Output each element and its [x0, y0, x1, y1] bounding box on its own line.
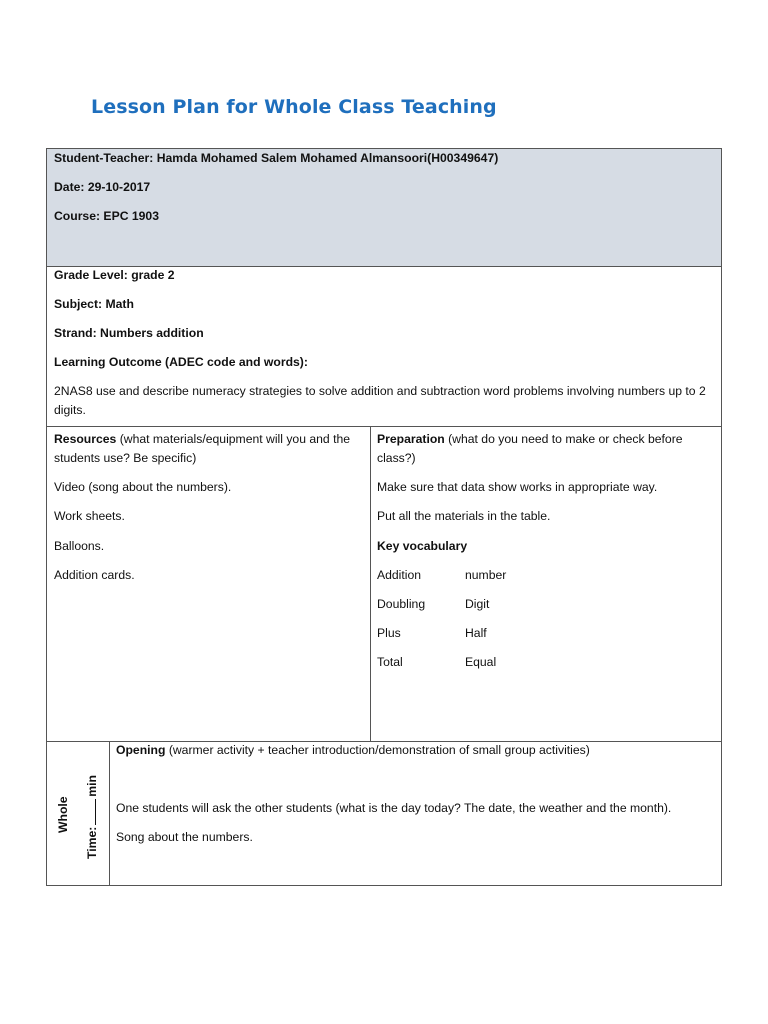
vocab-term: number — [465, 568, 507, 582]
vocab-term: Digit — [465, 597, 490, 611]
preparation-item: Put all the materials in the table. — [377, 509, 551, 523]
opening-prompt: (warmer activity + teacher introduction/demonstration of small group activities) — [165, 743, 590, 757]
preparation-heading — [377, 430, 707, 468]
lesson-plan-table — [46, 148, 722, 886]
subject: Subject: Math — [54, 297, 134, 311]
opening-item: One students will ask the other students (what is the day today? The date, the weather and the month). — [116, 801, 672, 815]
learning-outcome-label: Learning Outcome (ADEC code and words): — [54, 355, 308, 369]
vocab-term: Plus — [377, 626, 401, 640]
vocab-term: Half — [465, 626, 487, 640]
divider — [47, 426, 721, 427]
resource-item: Work sheets. — [54, 509, 125, 523]
resource-item: Video (song about the numbers). — [54, 480, 232, 494]
time-field — [84, 775, 100, 859]
preparation-item: Make sure that data show works in appropriate way. — [377, 480, 658, 494]
page-title: Lesson Plan for Whole Class Teaching — [91, 96, 497, 118]
opening-item: Song about the numbers. — [116, 830, 253, 844]
resources-prompt: (what materials/equipment will you and the students use? Be specific) — [54, 432, 351, 465]
grade-level: Grade Level: grade 2 — [54, 268, 175, 282]
column-divider — [109, 741, 110, 886]
resource-item: Balloons. — [54, 539, 105, 553]
key-vocabulary-label: Key vocabulary — [377, 539, 468, 553]
student-teacher: Student-Teacher: Hamda Mohamed Salem Mohamed Almansoori(H00349647) — [54, 151, 499, 165]
preparation-prompt: (what do you need to make or check before class?) — [377, 432, 683, 465]
resource-item: Addition cards. — [54, 568, 135, 582]
resources-label: Resources — [54, 432, 117, 446]
opening-label: Opening — [116, 743, 166, 757]
column-divider — [370, 426, 371, 741]
side-label-whole: Whole — [56, 796, 70, 833]
date: Date: 29-10-2017 — [54, 180, 151, 194]
vocab-term: Equal — [465, 655, 497, 669]
strand: Strand: Numbers addition — [54, 326, 204, 340]
time-unit: min — [85, 775, 99, 797]
time-blank — [85, 799, 96, 825]
vocab-term: Addition — [377, 568, 422, 582]
resources-heading — [54, 430, 366, 468]
opening-heading — [116, 741, 590, 760]
vocab-term: Total — [377, 655, 403, 669]
preparation-label: Preparation — [377, 432, 445, 446]
vocab-term: Doubling — [377, 597, 426, 611]
course: Course: EPC 1903 — [54, 209, 159, 223]
time-label: Time: — [85, 826, 99, 859]
learning-outcome-text: 2NAS8 use and describe numeracy strategies to solve addition and subtraction word problems involving numbers up to 2 digits. — [54, 384, 706, 417]
